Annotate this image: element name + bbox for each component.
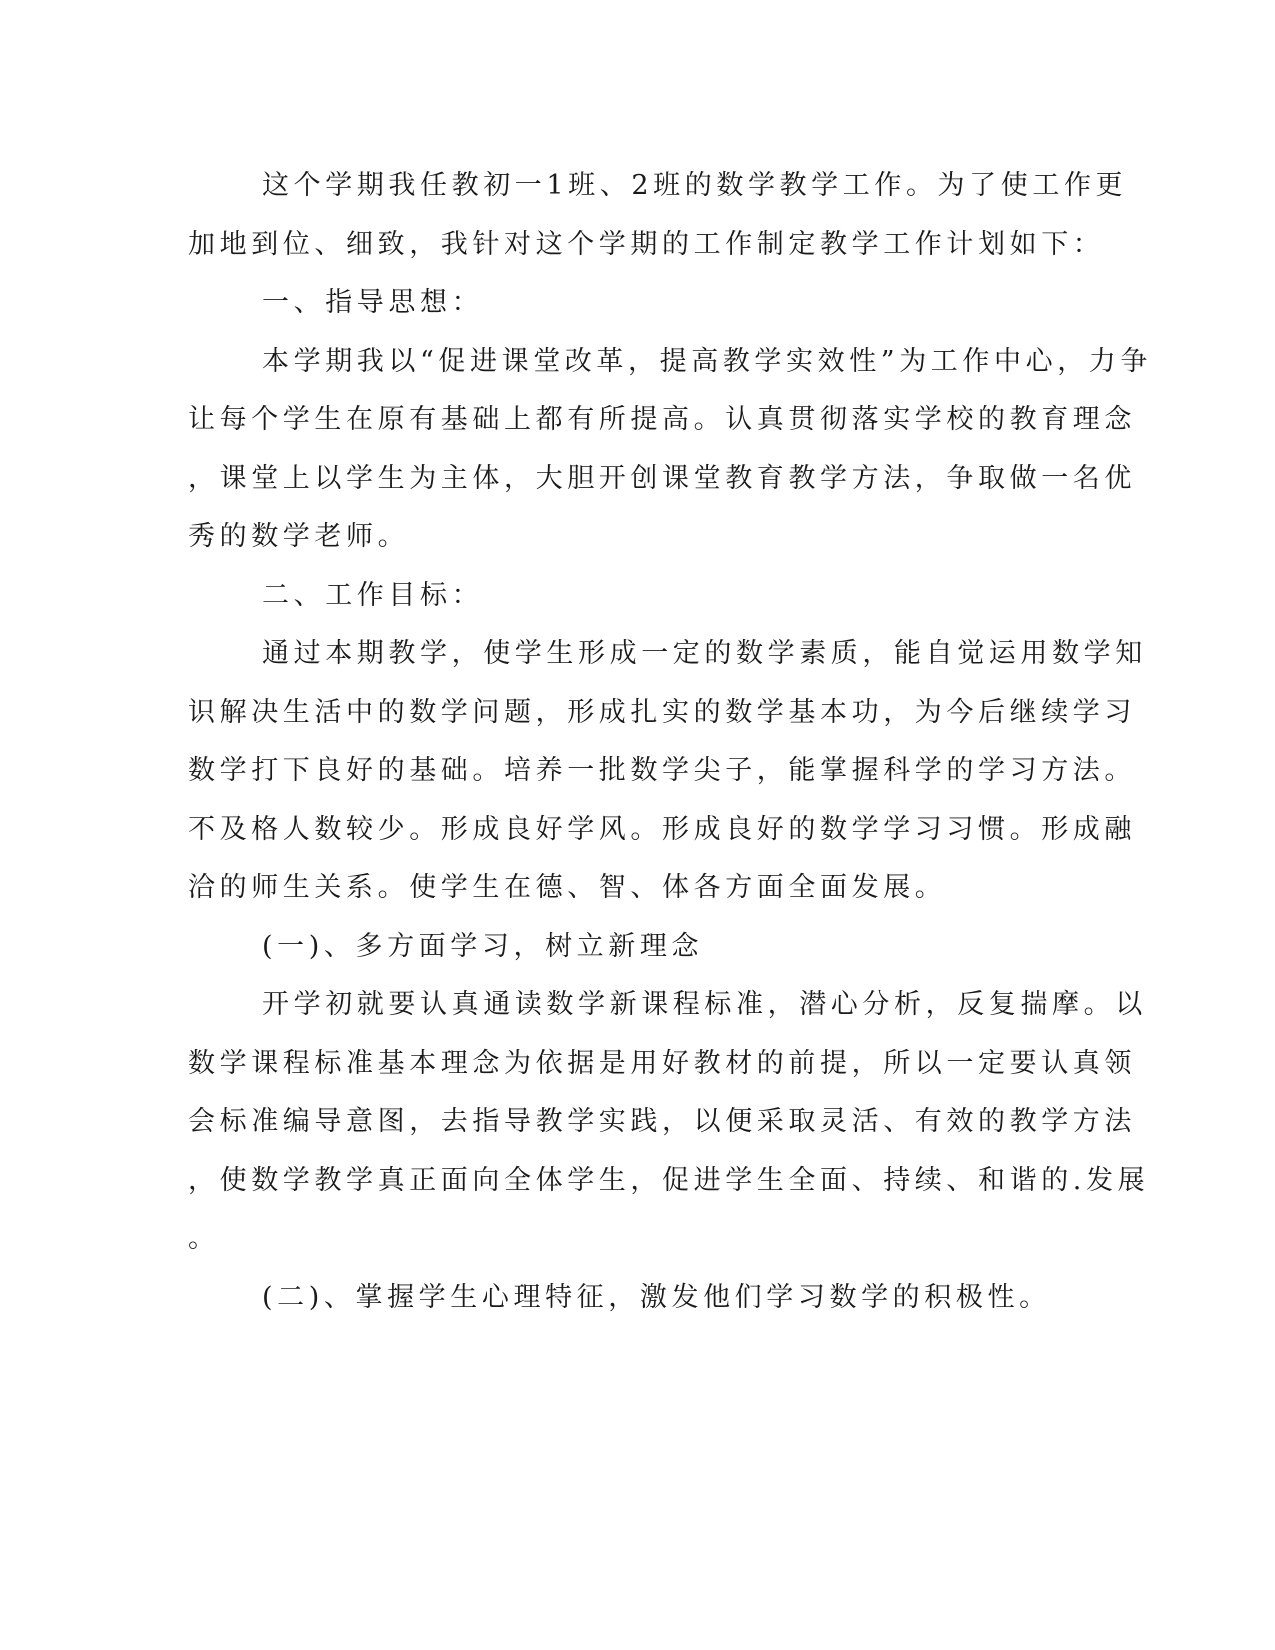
paragraph-line: ，课堂上以学生为主体，大胆开创课堂教育教学方法，争取做一名优 [188,463,1136,494]
paragraph-line: 本学期我以“促进课堂改革，提高教学实效性”为工作中心，力争 [262,346,1153,377]
paragraph-line: 数学打下良好的基础。培养一批数学尖子，能掌握科学的学习方法。 [188,755,1136,786]
paragraph-line: 洽的师生关系。使学生在德、智、体各方面全面发展。 [188,872,947,903]
section-heading: 一、指导思想： [262,287,484,318]
paragraph-line: 会标准编导意图，去指导教学实践，以便采取灵活、有效的教学方法 [188,1106,1136,1137]
subsection-heading: (二)、掌握学生心理特征，激发他们学习数学的积极性。 [262,1282,1051,1313]
paragraph-line: 识解决生活中的数学问题，形成扎实的数学基本功，为今后继续学习 [188,697,1136,728]
paragraph-line: 通过本期教学，使学生形成一定的数学素质，能自觉运用数学知 [262,638,1147,669]
paragraph-line: 不及格人数较少。形成良好学风。形成良好的数学学习习惯。形成融 [188,814,1136,845]
subsection-heading: (一)、多方面学习，树立新理念 [262,931,704,962]
paragraph-line: 加地到位、细致，我针对这个学期的工作制定教学工作计划如下： [188,229,1105,260]
paragraph-line: 。 [188,1223,220,1254]
paragraph-line: 数学课程标准基本理念为依据是用好教材的前提，所以一定要认真领 [188,1048,1136,1079]
paragraph-line: 秀的数学老师。 [188,521,410,552]
paragraph-line: 这个学期我任教初一1班、2班的数学教学工作。为了使工作更 [262,170,1128,201]
paragraph-line: 让每个学生在原有基础上都有所提高。认真贯彻落实学校的教育理念 [188,404,1136,435]
paragraph-line: 开学初就要认真通读数学新课程标准，潜心分析，反复揣摩。以 [262,989,1147,1020]
paragraph-line: ，使数学教学真正面向全体学生，促进学生全面、持续、和谐的.发展 [188,1165,1150,1196]
section-heading: 二、工作目标： [262,580,484,611]
